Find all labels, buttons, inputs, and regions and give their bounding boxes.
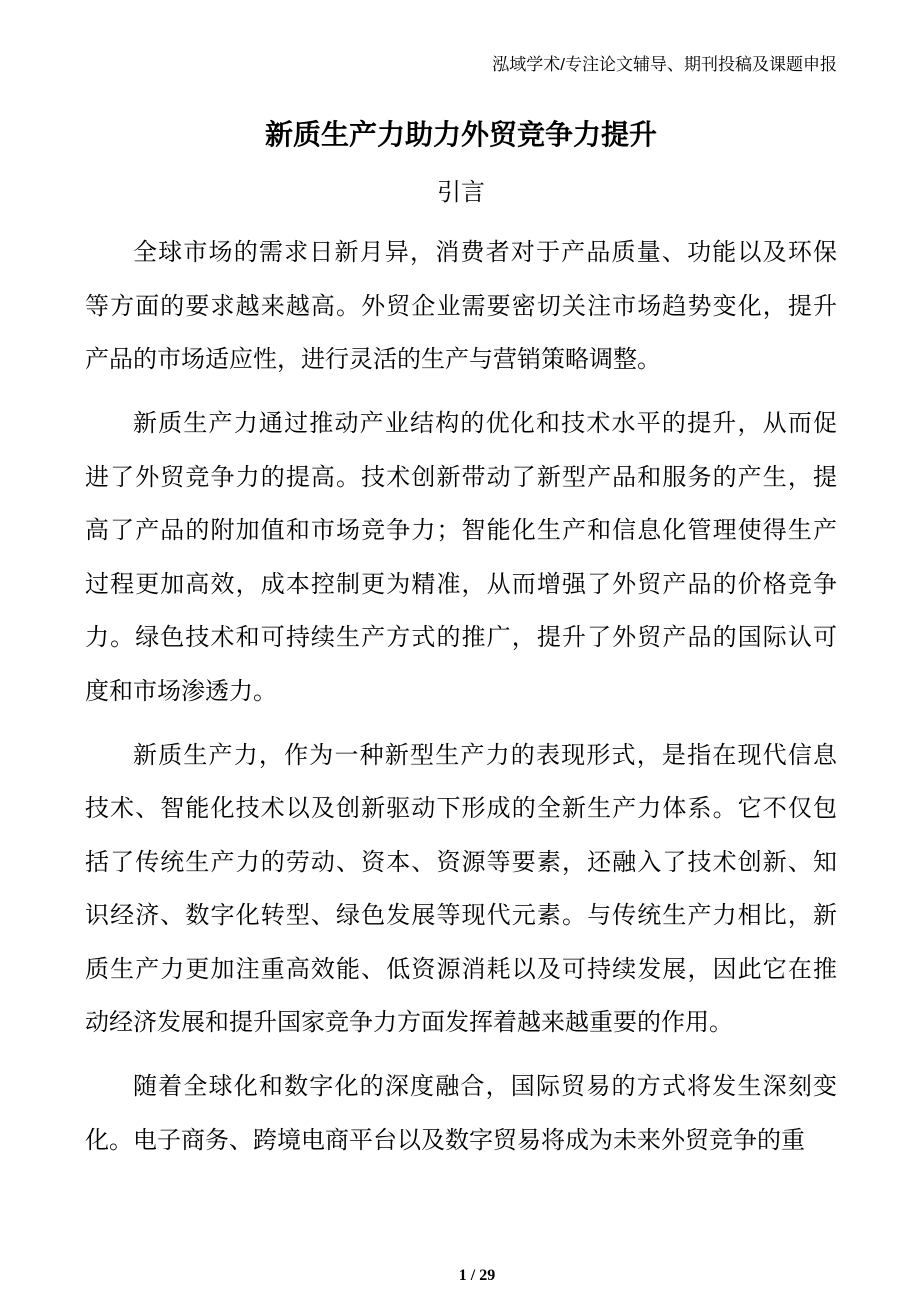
text-line: 高了产品的附加值和市场竞争力；智能化生产和信息化管理使得生产 [85,518,837,544]
paragraph [85,398,837,719]
page-number-indicator: 1 / 29 [458,1267,496,1284]
text-line: 度和市场渗透力。 [85,678,277,705]
text-line: 随着全球化和数字化的深度融合，国际贸易的方式将发生深刻变 [133,1074,837,1100]
paragraph [85,1061,837,1168]
text-line: 过程更加高效，成本控制更为精准，从而增强了外贸产品的价格竞争 [85,571,837,598]
text-line: 技术、智能化技术以及创新驱动下形成的全新生产力体系。它不仅包 [85,796,837,822]
text-line: 产品的市场适应性，进行灵活的生产与营销策略调整。 [85,347,661,373]
text-line: 新质生产力，作为一种新型生产力的表现形式，是指在现代信息 [133,742,837,769]
text-line: 进了外贸竞争力的提高。技术创新带动了新型产品和服务的产生，提 [85,464,837,491]
text-line: 识经济、数字化转型、绿色发展等现代元素。与传统生产力相比，新 [85,903,837,929]
text-line: 全球市场的需求日新月异，消费者对于产品质量、功能以及环保 [133,240,837,266]
paragraph [85,730,837,1051]
text-line: 质生产力更加注重高效能、低资源消耗以及可持续发展，因此它在推 [85,956,837,983]
section-heading: 引言 [437,179,485,206]
text-line: 新质生产力通过推动产业结构的优化和技术水平的提升，从而促 [133,411,837,437]
text-line: 括了传统生产力的劳动、资本、资源等要素，还融入了技术创新、知 [85,849,837,876]
text-line: 等方面的要求越来越高。外贸企业需要密切关注市场趋势变化，提升 [85,293,837,320]
document-header [85,55,837,75]
header-brand-text: 泓域学术/专注论文辅导、期刊投稿及课题申报 [492,55,837,74]
document-title: 新质生产力助力外贸竞争力提升 [264,119,657,150]
page-footer [0,1266,920,1286]
paragraph [85,227,837,388]
text-line: 动经济发展和提升国家竞争力方面发挥着越来越重要的作用。 [85,1010,733,1036]
text-line: 化。电子商务、跨境电商平台以及数字贸易将成为未来外贸竞争的重 [85,1127,805,1154]
document-body [85,227,837,1168]
text-line: 力。绿色技术和可持续生产方式的推广，提升了外贸产品的国际认可 [85,625,837,651]
